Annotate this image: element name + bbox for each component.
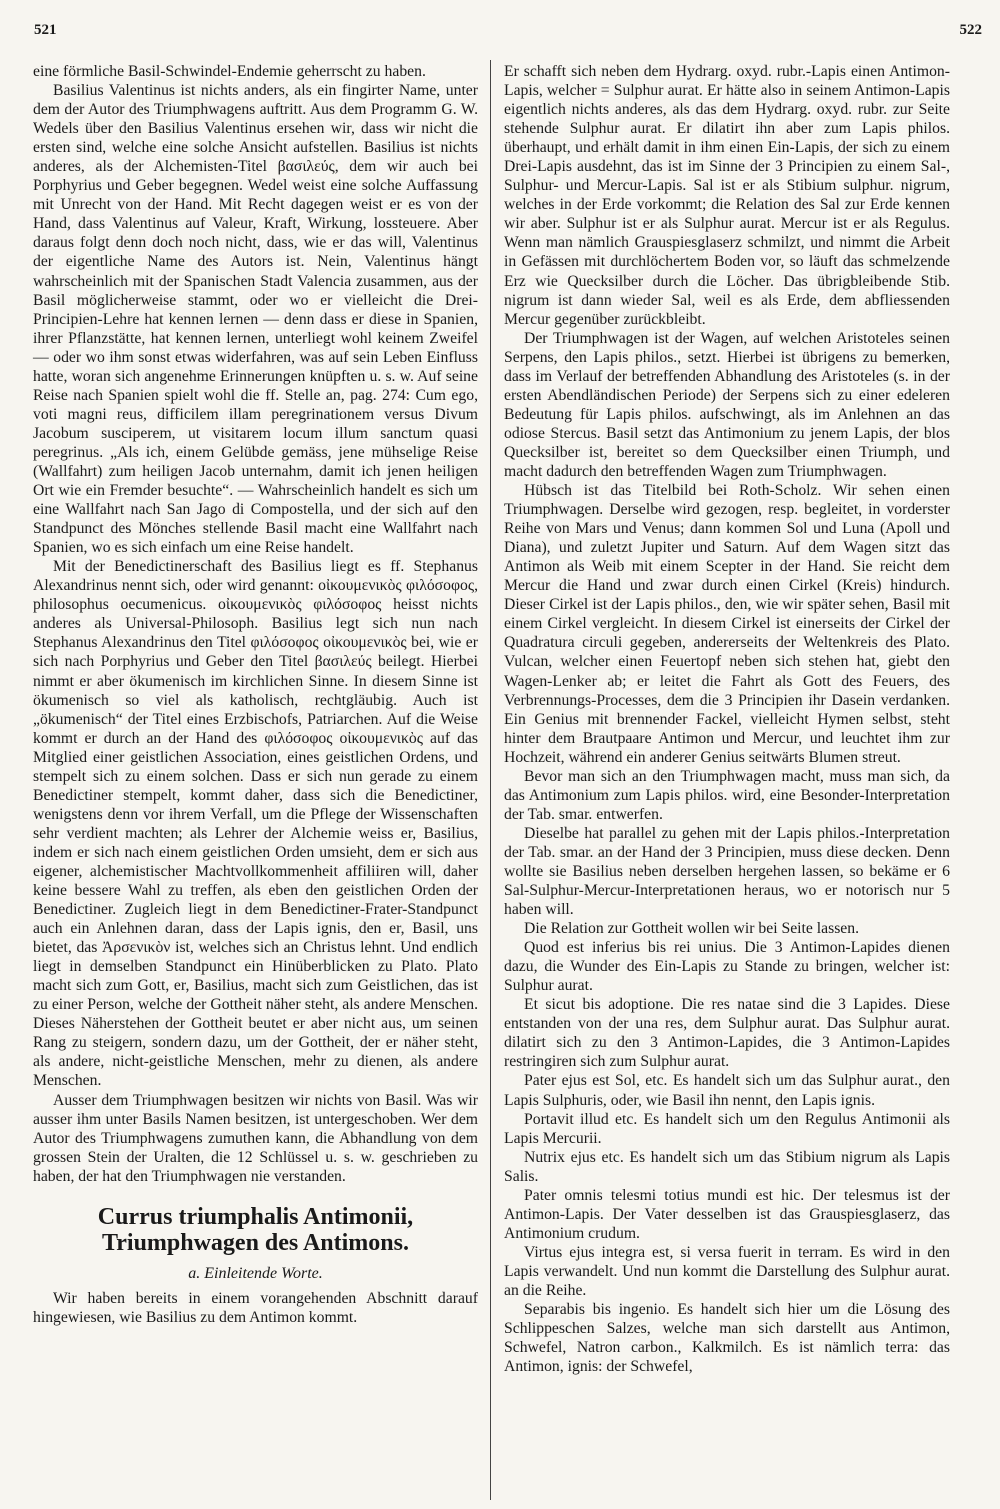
page-number-right: 522 [959,22,982,38]
paragraph: Er schafft sich neben dem Hydrarg. oxyd. rubr.-Lapis einen Antimon-Lapis, welcher = Sulphur aurat. Er hätte also in seinem Antimon-Lapis eigentlich nichts anderes, als das dem Hydrarg. oxyd. rubr. zur Seite stehende Sulphur aurat. Er dilatirt ihn aber zum Lapis philos. überhaupt, und erhält damit in ihm einen Ein-Lapis, der sich zu einem Drei-Lapis ausdehnt, das ist im Sinne der 3 Principien zu einem Sal-, Sulphur- und Mercur-Lapis. Sal ist er als Stibium sulphur. nigrum, welches in der Erde vorkommt; die Relation des Sal zur Erde kennen wir aber. Sulphur ist er als Sulphur aurat. Mercur ist er als Regulus. Wenn man nämlich Grauspiesglaserz schmilzt, und nimmt die Arbeit in Gefässen mit durchlöchertem Boden vor, so läuft das schmelzende Erz wie Quecksilber durch die Löcher. Das übrigbleibende Stib. nigrum ist dann wieder Sal, weil es als Erde, dem abfliessenden Mercur gegenüber zurückbleibt. [504,63,950,328]
right-column [504,62,950,1376]
left-column [33,62,478,1327]
paragraph: Pater omnis telesmi totius mundi est hic. Der telesmus ist der Antimon-Lapis. Der Vater desselben ist das Grauspiesglaserz, das Antimonium crudum. [504,1186,950,1242]
paragraph: Hübsch ist das Titelbild bei Roth-Scholz. Wir sehen einen Triumphwagen. Derselbe wird gezogen, resp. begleitet, in vorderster Reihe von Mars und Venus; dann kommen Sol und Luna (Apoll und Diana), und zuletzt Jupiter und Saturn. Auf dem Wagen sitzt das Antimon als Weib mit einem Scepter in der Hand. Sie reicht dem Mercur die Hand und zwar durch einen Cirkel (Kreis) hindurch. Dieser Cirkel ist der Lapis philos., den, wie wir später sehen, Basil mit einem Cirkel vergleicht. In diesem Cirkel ist einerseits der Cirkel der Quadratura circuli gegeben, andererseits der Weltenkreis des Plato. Vulcan, welcher einen Feuertopf neben sich stehen hat, giebt den Wagen-Lenker ab; er leitet die Fahrt als Gott des Feuers, des Verbrennungs-Processes, dem die 3 Principien ihr Dasein verdanken. Ein Genius mit brennender Fackel, vielleicht Hymen selbst, steht hinter dem Brautpaare Antimon und Mercur, und leuchtet ihm zur Hochzeit, während ein anderer Genius seitwärts Blumen streut. [504,482,950,766]
column-divider [490,60,491,1500]
paragraph: Quod est inferius bis rei unius. Die 3 Antimon-Lapides dienen dazu, die Wunder des Ein-Lapis zu Stande zu bringen, welcher ist: Sulphur aurat. [504,939,950,995]
paragraph: Nutrix ejus etc. Es handelt sich um das Stibium nigrum als Lapis Salis. [504,1148,950,1185]
section-subtitle: a. Einleitende Worte. [188,1264,323,1282]
paragraph: Die Relation zur Gottheit wollen wir bei Seite lassen. [524,920,860,938]
page-number-left: 521 [34,22,57,38]
paragraph: Basilius Valentinus ist nichts anders, als ein fingirter Name, unter dem der Autor des Triumphwagens auftritt. Aus dem Programm G. W. Wedels über den Basilius Valentinus ersehen wir, dass wir nicht die ersten sind, welche eine solche Ansicht aufstellen. Basilius ist nichts anderes, als der Alchemisten-Titel βασιλεύς, dem wir auch bei Porphyrius und Geber begegnen. Wedel weist eine solche Auffassung mit Unrecht von der Hand. Mit Recht dagegen weist er es von der Hand, dass Valentinus auf Valeur, Kraft, Wirkung, lossteuere. Aber daraus folgt denn doch noch nicht, dass, wie er das will, Valentinus der eigentliche Name des Autors ist. Nein, Valentinus hängt wahrscheinlich mit der Spanischen Stadt Valencia zusammen, aus der Basil möglicherweise stammt, oder wo er vielleicht die Drei-Principien-Lehre hat kennen lernen — denn dass er diese in Spanien, ihrer Pflanzstätte, hat kennen lernen, unterliegt wohl keinem Zweifel — oder wo ihm sonst etwas widerfahren, was auf sein Leben Einfluss hatte, woran sich angenehme Erinnerungen knüpften u. s. w. Auf seine Reise nach Spanien spielt wohl die ff. Stelle an, pag. 274: Cum ego, voti magni reus, difficilem illam peregrinationem versus Divum Jacobum susciperem, ut visitarem locum illum sanctum quasi peregrinus. „Als ich, einem Gelübde gemäss, jene mühselige Reise (Wallfahrt) zum heiligen Jacob unternahm, damit ich jenen heiligen Ort wie ein Fremder besuchte“. — Wahrscheinlich handelt es sich um eine Wallfahrt nach San Jago di Compostella, und der sich auf den Standpunct des Mönches stellende Basil macht eine Wallfahrt nach Spanien, wo es sich einfach um eine Reise handelt. [33,82,478,557]
paragraph: Ausser dem Triumphwagen besitzen wir nichts von Basil. Was wir ausser ihm unter Basils Namen besitzen, ist untergeschoben. Wer dem Autor des Triumphwagens zumuthen kann, die Abhandlung von dem grossen Stein der Uralten, die 12 Schlüssel u. s. w. geschrieben zu haben, der hat den Triumphwagen nie verstanden. [33,1091,478,1185]
paragraph: Portavit illud etc. Es handelt sich um den Regulus Antimonii als Lapis Mercurii. [504,1110,950,1147]
paragraph: Mit der Benedictinerschaft des Basilius liegt es ff. Stephanus Alexandrinus nennt sich, oder wird genannt: οἰκουμενικὸς φιλόσοφος, philosophus oecumenicus. οἰκουμενικὸς φιλόσοφος heisst nichts anderes als Universal-Philosoph. Basilius legt sich nun nach Stephanus Alexandrinus den Titel φιλόσοφος οἰκουμενικὸς bei, wie er sich nach Porphyrius und Geber den Titel βασιλεύς beilegt. Hierbei nimmt er aber ökumenisch im kirchlichen Sinne. In diesem Sinne ist ökumenisch so viel als katholisch, rechtgläubig. Auch ist „ökumenisch“ der Titel eines Erzbischofs, Patriarchen. Auf die Weise kommt er durch an der Hand des φιλόσοφος οἰκουμενικὸς auf das Mitglied einer geistlichen Association, eines geistlichen Ordens, und stempelt sich zu einem solchen. Dass er sich nun gerade zu einem Benedictiner stempelt, kommt daher, dass sich die Benedictiner, wenigstens denn vor ihrem Verfall, um die Pflege der Wissenschaften sehr verdient machten; als Lehrer der Alchemie weiss er, Basilius, indem er sich nach einem geistlichen Orden umsieht, dem er sich aus eigener, alchemistischer Machtvollkommenheit affiliiren will, daher keine bessere Wahl zu treffen, als eben den geistlichen Orden der Benedictiner. Zugleich liegt in dem Benedictiner-Frater-Standpunct auch ein Anlehnen daran, dass der Lapis ignis, den er, Basil, uns bietet, das Ἀρσενικὸν ist, welches sich an Christus lehnt. Und endlich liegt in demselben Standpunct ein Hinüberblicken zu Plato. Plato macht sich zum Gott, er, Basilius, macht sich zum Geistlichen, das ist zu einer Person, welche der Gottheit näher steht, als andere Menschen. Dieses Näherstehen der Gottheit beutet er aber nicht aus, um seinen Rang zu steigern, sondern dazu, um der Gottheit, der er näher steht, als andere, nicht-geistliche Menschen, mehr zu dienen, als andere Menschen. [33,558,478,1090]
paragraph: Wir haben bereits in einem vorangehenden Abschnitt darauf hingewiesen, wie Basilius zu dem Antimon kommt. [33,1289,478,1326]
paragraph: Separabis bis ingenio. Es handelt sich hier um die Lösung des Schlippeschen Salzes, welche man sich darstellt aus Antimon, Schwefel, Natron carbon., Kalkmilch. Es ist nämlich terra: das Antimon, ignis: der Schwefel, [504,1301,950,1376]
paragraph: eine förmliche Basil-Schwindel-Endemie geherrscht zu haben. [33,63,426,80]
paragraph: Et sicut bis adoptione. Die res natae sind die 3 Lapides. Diese entstanden von der una res, dem Sulphur aurat. Das Sulphur aurat. dilatirt sich zu den 3 Antimon-Lapides, die 3 Antimon-Lapides restringiren sich zum Sulphur aurat. [504,996,950,1071]
paragraph: Pater ejus est Sol, etc. Es handelt sich um das Sulphur aurat., den Lapis Sulphuris, oder, wie Basil ihn nennt, den Lapis ignis. [504,1072,950,1109]
paragraph: Dieselbe hat parallel zu gehen mit der Lapis philos.-Interpretation der Tab. smar. an der Hand der 3 Principien, muss diese decken. Denn wollte sie Basilius neben derselben hergehen lassen, so bekäme er 6 Sal-Sulphur-Mercur-Interpretationen heraus, wo er notorisch nur 5 haben will. [504,824,950,919]
paragraph: Bevor man sich an den Triumphwagen macht, muss man sich, da das Antimonium zum Lapis philos. wird, eine Besonder-Interpretation der Tab. smar. entwerfen. [504,767,950,823]
paragraph: Der Triumphwagen ist der Wagen, auf welchen Aristoteles seinen Serpens, den Lapis philos., setzt. Hierbei ist übrigens zu bemerken, dass im Verlauf der betreffenden Abhandlung des Aristoteles (s. in der ersten Abendländischen Periode) der Serpens sich zu einer edeleren Bedeutung für Lapis philos. aufschwingt, als im Anlehnen an das odiose Stercus. Basil setzt das Antimonium zu jenem Lapis, der blos Quecksilber ist, bereitet so dem Quecksilber einen Triumph, und macht dadurch den betreffenden Wagen zum Triumphwagen. [504,329,950,480]
section-title: Currus triumphalis Antimonii, Triumphwagen des Antimons. [97,1203,414,1256]
paragraph: Virtus ejus integra est, si versa fuerit in terram. Es wird in den Lapis verwandelt. Und nun kommt die Darstellung des Sulphur aurat. an die Reihe. [504,1243,950,1299]
